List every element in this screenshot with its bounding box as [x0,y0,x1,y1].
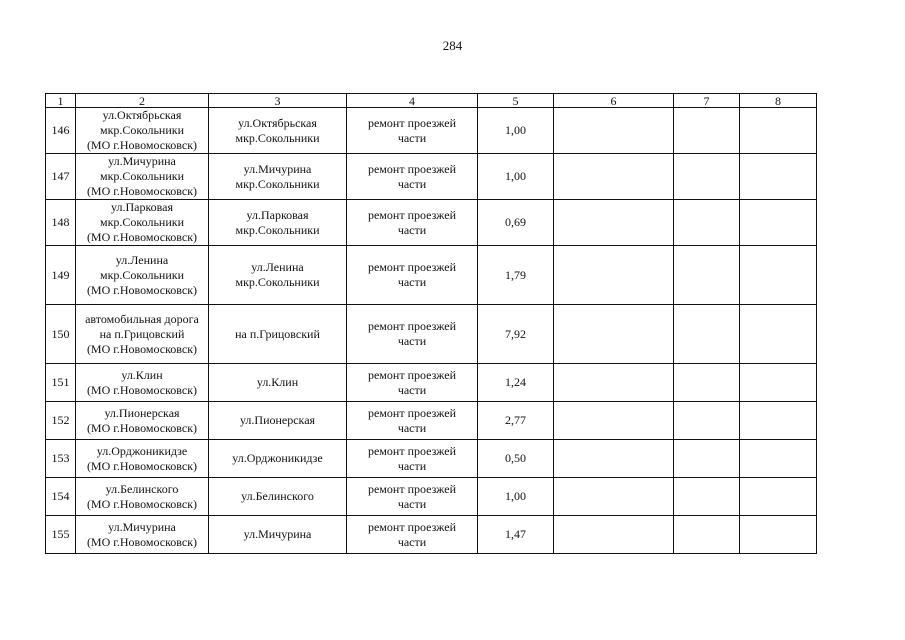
work-cell: ремонт проезжей части [347,516,478,554]
row-number: 147 [46,154,76,200]
col6-cell [554,108,674,154]
table-row [46,478,817,516]
column-header: 2 [76,94,209,108]
col7-cell [674,154,740,200]
row-number: 146 [46,108,76,154]
work-cell: ремонт проезжей части [347,154,478,200]
col8-cell [740,402,817,440]
col8-cell [740,246,817,305]
work-cell: ремонт проезжей части [347,440,478,478]
value-cell: 1,00 [478,154,554,200]
column-header: 3 [209,94,347,108]
col7-cell [674,305,740,364]
work-cell: ремонт проезжей части [347,402,478,440]
name-cell: ул.Ленина мкр.Сокольники [209,246,347,305]
column-header: 8 [740,94,817,108]
table-row [46,516,817,554]
value-cell: 0,69 [478,200,554,246]
col6-cell [554,200,674,246]
value-cell: 0,50 [478,440,554,478]
table-row [46,440,817,478]
table-row [46,305,817,364]
name-cell: ул.Мичурина мкр.Сокольники [209,154,347,200]
object-cell: ул.Клин (МО г.Новомосковск) [76,364,209,402]
work-cell: ремонт проезжей части [347,108,478,154]
col7-cell [674,200,740,246]
col6-cell [554,440,674,478]
name-cell: ул.Орджоникидзе [209,440,347,478]
value-cell: 2,77 [478,402,554,440]
col6-cell [554,246,674,305]
name-cell: ул.Парковая мкр.Сокольники [209,200,347,246]
col7-cell [674,402,740,440]
name-cell: на п.Грицовский [209,305,347,364]
name-cell: ул.Пионерская [209,402,347,440]
col8-cell [740,364,817,402]
col7-cell [674,440,740,478]
column-header: 4 [347,94,478,108]
col6-cell [554,305,674,364]
col6-cell [554,364,674,402]
row-number: 153 [46,440,76,478]
col8-cell [740,516,817,554]
col8-cell [740,154,817,200]
col8-cell [740,108,817,154]
column-header: 7 [674,94,740,108]
header-row [46,94,817,108]
row-number: 149 [46,246,76,305]
row-number: 148 [46,200,76,246]
col7-cell [674,108,740,154]
col6-cell [554,516,674,554]
value-cell: 1,00 [478,108,554,154]
row-number: 151 [46,364,76,402]
col6-cell [554,478,674,516]
table-row [46,200,817,246]
work-cell: ремонт проезжей части [347,305,478,364]
table-row [46,108,817,154]
column-header: 1 [46,94,76,108]
table-row [46,402,817,440]
name-cell: ул.Клин [209,364,347,402]
value-cell: 1,00 [478,478,554,516]
object-cell: ул.Белинского (МО г.Новомосковск) [76,478,209,516]
row-number: 155 [46,516,76,554]
col7-cell [674,246,740,305]
value-cell: 1,24 [478,364,554,402]
work-cell: ремонт проезжей части [347,246,478,305]
value-cell: 1,79 [478,246,554,305]
object-cell: автомобильная дорога на п.Грицовский (МО г.Новомосковск) [76,305,209,364]
work-cell: ремонт проезжей части [347,364,478,402]
table-row [46,154,817,200]
object-cell: ул.Пионерская (МО г.Новомосковск) [76,402,209,440]
name-cell: ул.Белинского [209,478,347,516]
column-header: 5 [478,94,554,108]
col8-cell [740,200,817,246]
object-cell: ул.Орджоникидзе (МО г.Новомосковск) [76,440,209,478]
col6-cell [554,402,674,440]
name-cell: ул.Мичурина [209,516,347,554]
roads-table [45,93,817,554]
name-cell: ул.Октябрьская мкр.Сокольники [209,108,347,154]
col7-cell [674,516,740,554]
page-number: 284 [442,38,463,53]
table-row [46,246,817,305]
col8-cell [740,305,817,364]
value-cell: 1,47 [478,516,554,554]
value-cell: 7,92 [478,305,554,364]
table-row [46,364,817,402]
col8-cell [740,440,817,478]
col6-cell [554,154,674,200]
row-number: 154 [46,478,76,516]
object-cell: ул.Октябрьская мкр.Сокольники (МО г.Новомосковск) [76,108,209,154]
row-number: 152 [46,402,76,440]
work-cell: ремонт проезжей части [347,478,478,516]
object-cell: ул.Ленина мкр.Сокольники (МО г.Новомосковск) [76,246,209,305]
column-header: 6 [554,94,674,108]
object-cell: ул.Мичурина мкр.Сокольники (МО г.Новомосковск) [76,154,209,200]
object-cell: ул.Мичурина (МО г.Новомосковск) [76,516,209,554]
object-cell: ул.Парковая мкр.Сокольники (МО г.Новомосковск) [76,200,209,246]
col7-cell [674,364,740,402]
work-cell: ремонт проезжей части [347,200,478,246]
col7-cell [674,478,740,516]
col8-cell [740,478,817,516]
row-number: 150 [46,305,76,364]
